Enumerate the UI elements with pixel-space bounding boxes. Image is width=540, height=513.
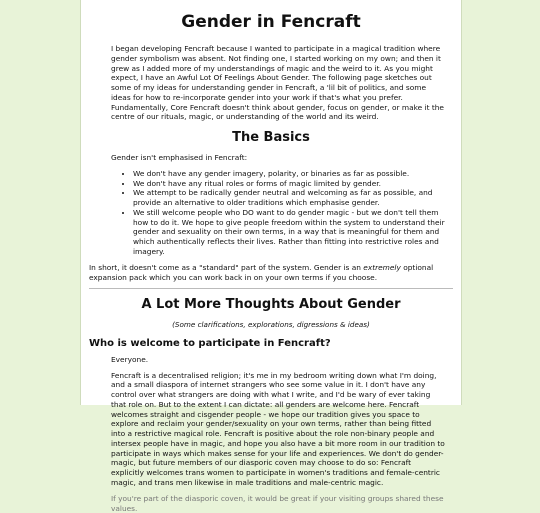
question-heading: Who is welcome to participate in Fencraft? (89, 337, 331, 349)
page-container (80, 0, 462, 513)
page-title: Gender in Fencraft (181, 12, 361, 32)
section-heading-basics: The Basics (232, 130, 310, 146)
summary-emphasis: extremely (363, 262, 401, 272)
answer-paragraph: Fencraft is a decentralised religion; it's me in my bedroom writing down what I'm doing, and a small diaspora of internet strangers who see some value in it. I don't have any control over what strangers are doing with what I write, and I'd be wary of ever taking that role on. But to the extent I can dictate: all genders are welcome here. Fencraft welcomes straight and cisgender people - we hope our tradition gives you space to explore and reclaim your gender/sexuality on your own terms, rather than being fitted into a restrictive magical role. Fencraft is positive about the role non-binary people and intersex people have in magic, and hope you also have a bit more room in our tradition to participate in ways which makes sense for your life and experiences. We don't do gender-magic, but future members of our diasporic coven may choose to do so: Fencraft explicitly welcomes trans women to participate in women's traditions and female-centric magic, and trans men likewise in male traditions and male-centric magic. (111, 370, 445, 487)
list-item: • We don't have any ritual roles or forms of magic limited by gender. (133, 179, 445, 189)
content (81, 0, 461, 513)
basics-summary (89, 263, 453, 283)
answer-short: Everyone. (111, 354, 149, 364)
summary-text-post: optional expansion pack which you can work back in on your own terms if you choose. (89, 262, 434, 282)
basics-lead: Gender isn't emphasised in Fencraft: (111, 153, 248, 163)
summary-text-pre: In short, it doesn't come as a "standard" part of the system. Gender is an (89, 262, 364, 272)
section-subtitle: (Some clarifications, explorations, digressions & ideas) (172, 320, 370, 330)
section-heading-more-thoughts: A Lot More Thoughts About Gender (141, 297, 401, 313)
list-item: • We attempt to be radically gender neutral and welcoming as far as possible, and provide an alternative to older traditions which emphasise gender. (133, 188, 445, 208)
list-item: • We don't have any gender imagery, polarity, or binaries as far as possible. (133, 169, 445, 179)
section-divider (89, 288, 453, 289)
basics-list (89, 169, 453, 257)
answer-paragraph-cut: If you're part of the diasporic coven, it would be great if your visiting groups shared these values. (111, 493, 444, 513)
list-item: • We still welcome people who DO want to do gender magic - but we don't tell them how to do it. We hope to give people freedom within the system to understand their gender and sexuality on their own terms, in a way that is meaningful for them and which authentically reflects their lives. Rather than fitting into restrictive roles and imagery. (133, 208, 445, 257)
intro-paragraph: I began developing Fencraft because I wanted to participate in a magical tradition where gender symbolism was absent. Not finding one, I started working on my own; and then it grew as I added more of my understandings of magic and the weird to it. As you might expect, I have an Awful Lot Of Feelings About Gender. The following page sketches out some of my ideas for understanding gender in Fencraft, a 'lil bit of politics, and some ideas for how to re-incorporate gender into your work if that's what you prefer. Fundamentally, Core Fencraft doesn't think about gender, focus on gender, or make it the centre of our rituals, magic, or understanding of the world and its weird. (111, 44, 444, 122)
